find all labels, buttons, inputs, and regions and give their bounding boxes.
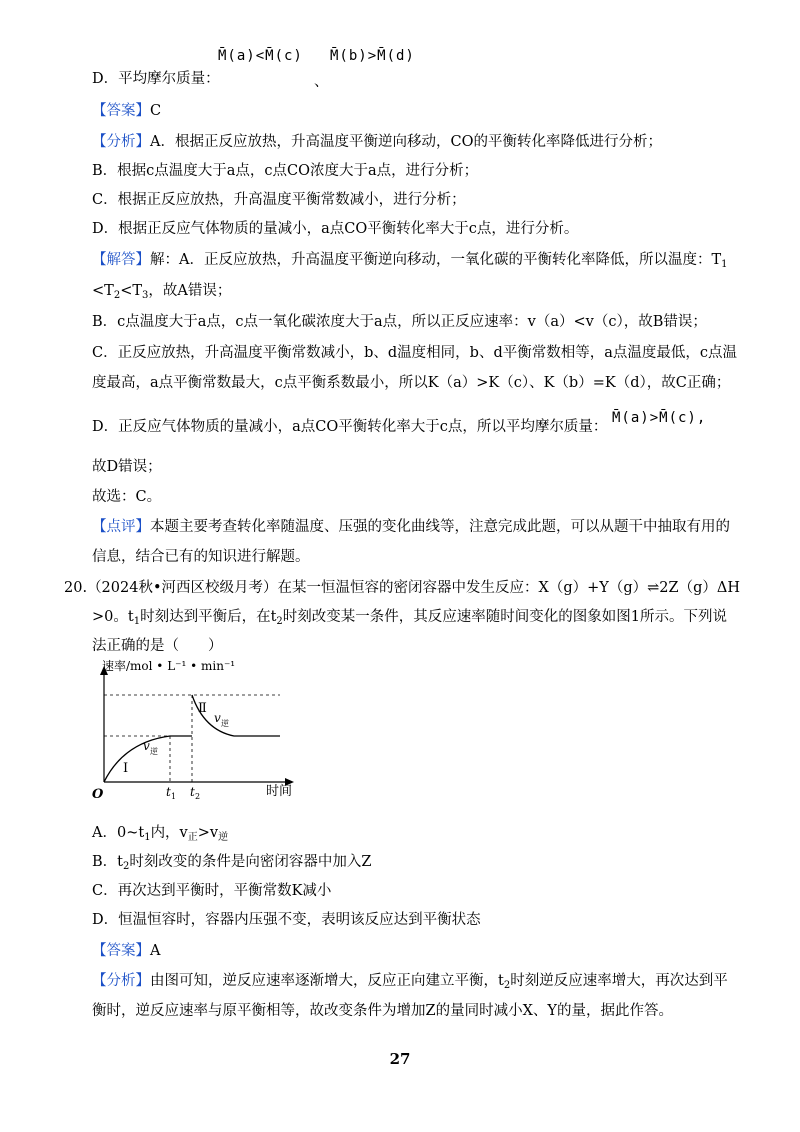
question-number: 20. [64,580,88,596]
q20-answer [92,940,716,962]
q20-stem-line-1 [64,577,740,599]
rate-time-figure [94,658,304,800]
x-axis-label: 时间 [266,784,293,799]
t2-label: t [190,785,195,799]
answer-value: C [150,103,162,119]
q20-option-a [92,822,716,849]
subscript: 3 [142,290,149,301]
subscript: 2 [122,861,130,872]
q19-solution-line-7: 故D错误； [92,459,162,475]
q19-solution-expr: M̄(a)>M̄(c), [612,410,707,426]
answer-tag: 【答案】 [92,103,150,119]
q19-analysis-line-4: D．根据正反应气体物质的量减小，a点CO平衡转化率大于c点，进行分析。 [92,221,579,237]
q19-analysis-line-1 [92,131,716,153]
stem-text: 时刻达到平衡后，在t [140,609,277,625]
q19-solution-line-8: 故选：C。 [92,489,162,505]
q20-stem-line-2 [92,606,728,633]
q20-option-b [92,851,716,878]
analysis-tag: 【分析】 [92,134,150,150]
q19-solution-line-4: C．正反应放热，升高温度平衡常数减小，b、d温度相同，b、d平衡常数相等，a点温度最低，c点温 [92,345,737,361]
subscript: 1 [144,832,151,843]
q19-option-d-expr1: M̄(a)<M̄(c) [218,48,303,64]
stem-text: 时刻改变某一条件，其反应速率随时间变化的图象如图1所示。下列说 [282,609,728,625]
option-text: 时刻改变的条件是向密闭容器中加入Z [129,854,372,870]
q19-solution-line-3: B．c点温度大于a点，c点一氧化碳浓度大于a点，所以正反应速率：v（a）<v（c），故B错误； [92,314,707,330]
option-text: >v [197,825,219,841]
analysis-tag: 【分析】 [92,973,150,989]
subscript: 2 [503,980,511,991]
comment-tag: 【点评】 [92,519,150,535]
option-text: A．0~t [92,825,145,841]
q20-option-d: D．恒温恒容时，容器内压强不变，表明该反应达到平衡状态 [92,912,481,928]
q19-comment-line-2: 信息，结合已有的知识进行解题。 [92,549,310,565]
q20-analysis-line-1 [92,970,728,997]
stem-text: >0。t [92,609,134,625]
answer-tag: 【答案】 [92,943,150,959]
analysis-text: A．根据正反应放热，升高温度平衡逆向移动，CO的平衡转化率降低进行分析； [150,134,662,150]
q19-analysis-line-2: B．根据c点温度大于a点，c点CO浓度大于a点，进行分析； [92,163,479,179]
q20-analysis-line-2: 衡时，逆反应速率与原平衡相等，故改变条件为增加Z的量同时减小X、Y的量，据此作答。 [92,1003,673,1019]
solution-text: <T [92,283,114,299]
solution-text: ，故A错误； [148,283,232,299]
subscript: 1 [721,259,728,270]
q19-solution-line-6: D．正反应气体物质的量减小，a点CO平衡转化率大于c点，所以平均摩尔质量： [92,419,608,435]
q19-solution-line-5: 度最高，a点平衡常数最大，c点平衡系数最小，所以K（a）>K（c）、K（b）=K（d），故C正确； [92,375,731,391]
subscript: 1 [133,616,141,627]
analysis-text: 由图可知，逆反应速率逐渐增大，反应正向建立平衡，t [150,973,504,989]
t2-sub: 2 [195,792,201,801]
curve-1-label: v [143,739,150,753]
q19-option-d-sep: 、 [314,74,329,90]
option-text: B．t [92,854,123,870]
q20-option-c: C．再次达到平衡时，平衡常数K减小 [92,883,332,899]
page-number: 27 [389,1050,411,1068]
solution-tag: 【解答】 [92,252,150,268]
q19-analysis-line-3: C．根据正反应放热，升高温度平衡常数减小，进行分析； [92,192,466,208]
solution-text: 解：A．正反应放热，升高温度平衡逆向移动，一氧化碳的平衡转化率降低，所以温度：T [150,252,722,268]
q19-solution-line-1 [92,249,728,276]
subscript: 2 [113,290,121,301]
answer-value: A [150,943,161,959]
q19-option-d-expr2: M̄(b)>M̄(d) [330,48,415,64]
q19-answer [92,100,716,122]
comment-text: 本题主要考查转化率随温度、压强的变化曲线等，注意完成此题，可以从题干中抽取有用的 [150,519,730,535]
analysis-text: 时刻逆反应速率增大，再次达到平 [510,973,728,989]
region-1-label: I [123,761,129,776]
origin-label: O [92,787,104,802]
q19-comment-line-1 [92,516,730,538]
subscript: 逆 [218,832,229,843]
option-text: 内，v [150,825,188,841]
subscript: 2 [276,616,283,627]
q20-stem-line-3: 法正确的是（ ） [92,638,223,654]
region-2-label: Ⅱ [198,701,207,716]
subscript: 正 [187,832,198,843]
q19-solution-line-2 [92,280,716,307]
curve-2-label: v [214,711,221,725]
stem-text: （2024秋•河西区校级月考）在某一恒温恒容的密闭容器中发生反应：X（g）+Y（g）⇌2Z（g）ΔH [87,580,740,596]
curve-2-sub: 逆 [221,719,229,728]
curve-1-sub: 逆 [150,747,158,756]
t1-label: t [166,785,171,799]
y-axis-label: 速率/mol • L⁻¹ • min⁻¹ [102,659,236,673]
t1-sub: 1 [171,792,177,801]
q19-option-d [92,68,716,90]
solution-text: <T [120,283,143,299]
option-d-label: D．平均摩尔质量： [92,71,220,87]
